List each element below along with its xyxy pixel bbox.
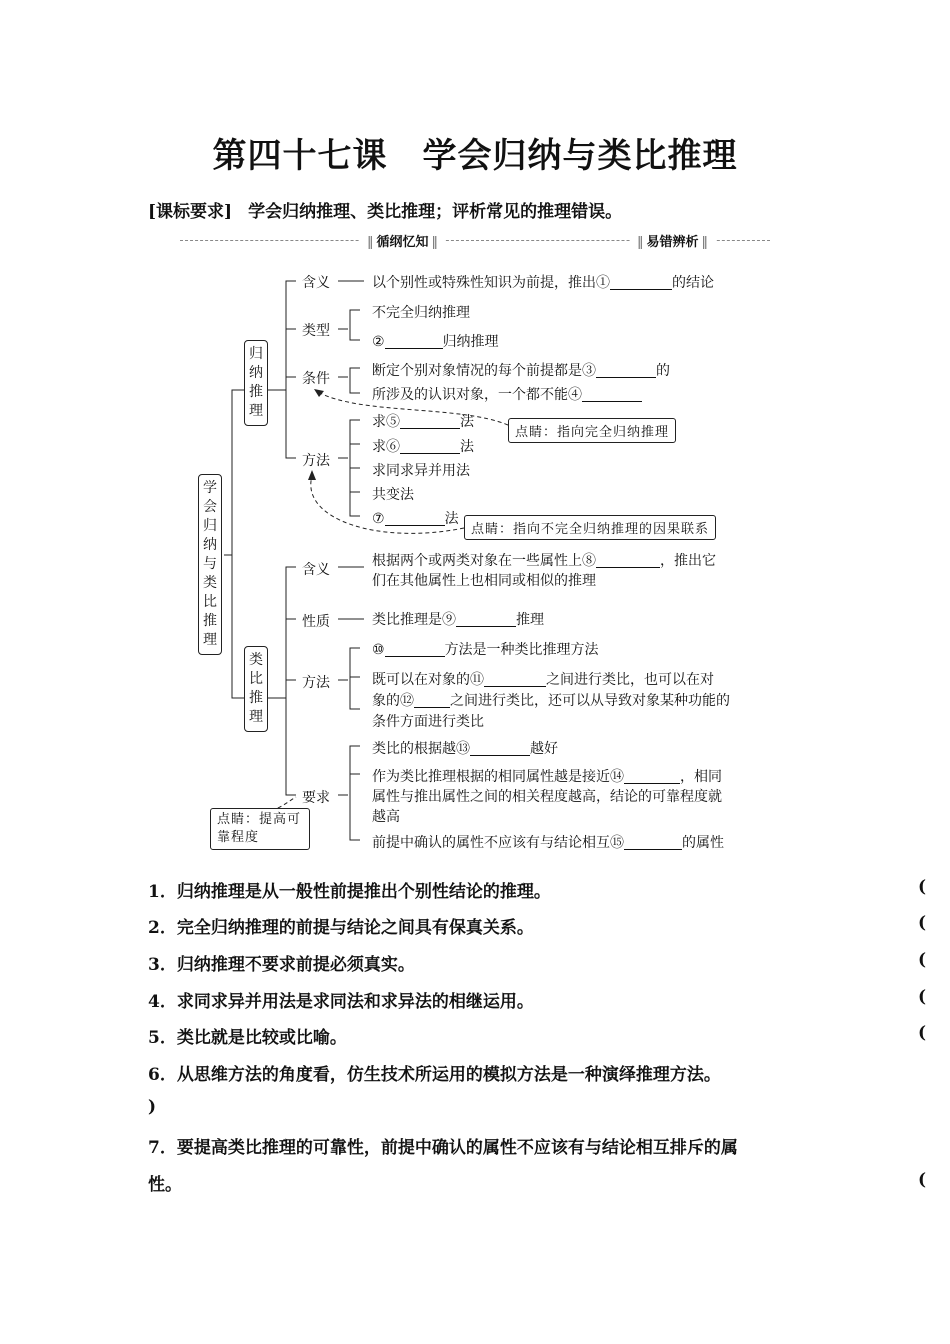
- induction-type-2: [372, 331, 499, 351]
- question-1: 1．归纳推理是从一般性前提推出个别性结论的推理。: [148, 882, 551, 902]
- requirement-text: 学会归纳推理、类比推理；评析常见的推理错误。: [248, 202, 623, 222]
- blank-8: [596, 553, 660, 568]
- blank-1: [610, 275, 672, 290]
- analogy-nature-tail: 推理: [516, 612, 544, 628]
- blank-6: [400, 439, 460, 454]
- analogy-meaning-label: 含义: [302, 562, 330, 578]
- blank-15: [624, 835, 682, 850]
- induction-node: 归纳推理: [244, 340, 268, 426]
- induction-condition-1-tail: 的: [656, 363, 670, 379]
- induction-method-5-num: ⑦: [372, 511, 385, 527]
- page-title: 第四十七课 学会归纳与类比推理: [212, 136, 738, 176]
- analogy-nature-text: 类比推理是⑨: [372, 612, 456, 628]
- question-4: 4．求同求异并用法是求同法和求异法的相继运用。: [148, 992, 534, 1012]
- induction-condition-1: [372, 360, 670, 380]
- question-1-paren: (: [918, 877, 927, 897]
- blank-7: [385, 511, 445, 526]
- analogy-meaning-1-text: 根据两个或两类对象在一些属性上⑧: [372, 553, 596, 569]
- analogy-req-3: 属性与推出属性之间的相关程度越高，结论的可靠程度就: [372, 789, 722, 805]
- analogy-req-5-tail: 的属性: [682, 835, 724, 851]
- analogy-method-label: 方法: [302, 675, 330, 691]
- note-incomplete-induction: 点睛：指向不完全归纳推理的因果联系: [464, 515, 716, 540]
- blank-5: [400, 414, 460, 429]
- induction-type-label: 类型: [302, 323, 330, 339]
- analogy-meaning-1: [372, 550, 716, 570]
- analogy-req-5-text: 前提中确认的属性不应该有与结论相互⑮: [372, 835, 624, 851]
- analogy-method-3-tail: 之间进行类比，还可以从导致对象某种功能的: [450, 693, 730, 709]
- blank-12: [414, 693, 450, 708]
- requirement-tag: [课标要求]: [148, 202, 233, 222]
- analogy-node: 类比推理: [244, 646, 268, 732]
- induction-method-5-tail: 法: [444, 511, 459, 527]
- blank-3: [596, 363, 656, 378]
- induction-type-1: 不完全归纳推理: [372, 305, 470, 321]
- analogy-method-2: [372, 669, 714, 689]
- analogy-req-2: [372, 766, 722, 786]
- analogy-nature: [372, 609, 544, 629]
- question-4-paren: (: [918, 987, 927, 1007]
- induction-meaning-text: 以个别性或特殊性知识为前提，推出①: [372, 275, 610, 291]
- induction-meaning-tail: 的结论: [672, 275, 714, 291]
- question-3: 3．归纳推理不要求前提必须真实。: [148, 955, 415, 975]
- analogy-method-3-text: 象的⑫: [372, 693, 414, 709]
- analogy-req-4: 越高: [372, 809, 400, 825]
- question-5: 5．类比就是比较或比喻。: [148, 1028, 347, 1048]
- blank-4: [582, 387, 642, 402]
- blank-14: [624, 769, 680, 784]
- blank-13: [470, 741, 530, 756]
- analogy-requirement-label: 要求: [302, 790, 330, 806]
- note-reliability: 点睛：提高可靠程度: [210, 808, 310, 850]
- induction-type-2-text: 归纳推理: [442, 334, 499, 350]
- induction-method-5: [372, 508, 459, 528]
- analogy-req-5: [372, 832, 724, 852]
- question-5-paren: (: [918, 1023, 927, 1043]
- induction-method-4: 共变法: [372, 487, 414, 503]
- analogy-req-1-tail: 越好: [530, 741, 558, 757]
- question-2-paren: (: [918, 913, 927, 933]
- question-2: 2．完全归纳推理的前提与结论之间具有保真关系。: [148, 918, 534, 938]
- induction-condition-2: [372, 384, 642, 404]
- question-7-cont: 性。: [148, 1175, 182, 1195]
- induction-method-label: 方法: [302, 453, 330, 469]
- induction-type-2-num: ②: [372, 334, 385, 350]
- blank-9: [456, 612, 516, 627]
- analogy-method-1: [372, 639, 599, 659]
- induction-condition-label: 条件: [302, 371, 330, 387]
- analogy-method-1-num: ⑩: [372, 642, 385, 658]
- section-label-errors: ‖ 易错辨析 ‖: [630, 231, 715, 250]
- analogy-method-1-tail: 方法是一种类比推理方法: [444, 642, 599, 658]
- induction-condition-1-text: 断定个别对象情况的每个前提都是③: [372, 363, 596, 379]
- induction-method-1: [372, 411, 474, 431]
- question-7-paren: (: [918, 1170, 927, 1190]
- analogy-meaning-2: 们在其他属性上也相同或相似的推理: [372, 573, 596, 589]
- analogy-req-1: [372, 738, 558, 758]
- induction-meaning: [372, 272, 714, 292]
- analogy-method-4: 条件方面进行类比: [372, 714, 484, 730]
- induction-method-1-num: 求⑤: [372, 414, 400, 430]
- mindmap-root: 学会归纳与类比推理: [198, 474, 222, 655]
- analogy-method-2-text: 既可以在对象的⑪: [372, 672, 484, 688]
- note-complete-induction: 点睛：指向完全归纳推理: [508, 418, 676, 443]
- blank-11: [484, 672, 546, 687]
- blank-10: [385, 642, 445, 657]
- question-6: 6．从思维方法的角度看，仿生技术所运用的模拟方法是一种演绎推理方法。: [148, 1065, 721, 1085]
- induction-meaning-label: 含义: [302, 275, 330, 291]
- induction-method-2-num: 求⑥: [372, 439, 400, 455]
- blank-2: [385, 334, 443, 349]
- induction-method-2: [372, 436, 474, 456]
- analogy-nature-label: 性质: [302, 614, 330, 630]
- analogy-req-2-tail: ，相同: [680, 769, 722, 785]
- induction-method-3: 求同求异并用法: [372, 463, 470, 479]
- induction-method-2-tail: 法: [460, 439, 474, 455]
- question-3-paren: (: [918, 950, 927, 970]
- analogy-req-1-text: 类比的根据越⑬: [372, 741, 470, 757]
- induction-condition-2-text: 所涉及的认识对象，一个都不能④: [372, 387, 582, 403]
- analogy-meaning-1-tail: ，推出它: [660, 553, 716, 569]
- analogy-req-2-text: 作为类比推理根据的相同属性越是接近⑭: [372, 769, 624, 785]
- question-7: 7．要提高类比推理的可靠性，前提中确认的属性不应该有与结论相互排斥的属: [148, 1138, 738, 1158]
- induction-method-1-tail: 法: [460, 414, 474, 430]
- question-6-paren: ): [148, 1097, 157, 1117]
- analogy-method-2-tail: 之间进行类比，也可以在对: [546, 672, 714, 688]
- section-label-review: ‖ 循纲忆知 ‖: [360, 231, 445, 250]
- analogy-method-3: [372, 690, 730, 710]
